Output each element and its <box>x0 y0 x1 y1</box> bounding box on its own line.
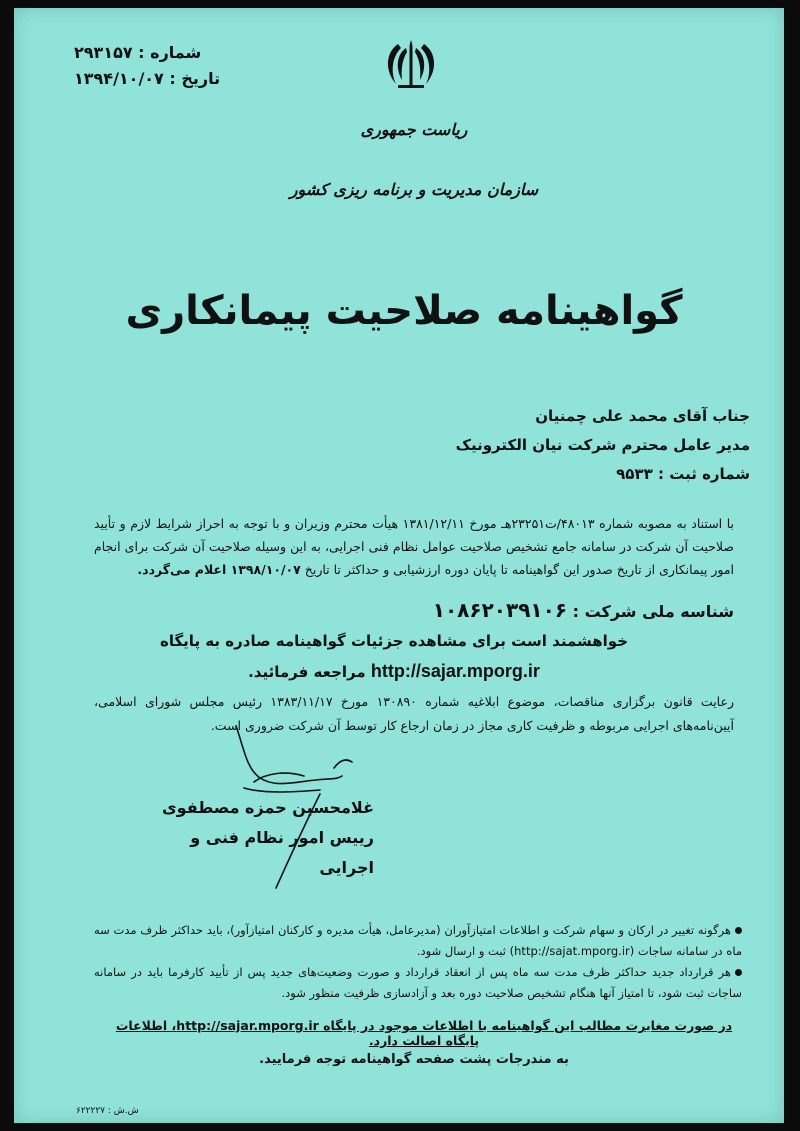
notes-block <box>94 920 742 1004</box>
body-paragraph-2: رعایت قانون برگزاری مناقصات، موضوع ابلاغیه شماره ۱۳۰۸۹۰ مورخ ۱۳۸۳/۱۱/۱۷ رئیس مجلس شورای اسلامی، آیین‌نامه‌های اجرایی مربوطه و ظرفیت کاری مجاز در زمان ارجاع کار توسط آن شرکت ضروری است. <box>94 694 734 733</box>
national-id-label: شناسه ملی شرکت : <box>572 602 734 621</box>
note-2-text: هر قرارداد جدید حداکثر ظرف مدت سه ماه پس از انعقاد قرارداد و صورت وضعیت‌های جدید پس از تأیید کارفرما باید در سامانه ساجات ثبت شود، تا امتیاز آنها هنگام تشخیص صلاحیت دوره بعد و آزادسازی ظرفیت منظور شود. <box>94 965 742 1000</box>
certificate-date: تاریخ : ۱۳۹۴/۱۰/۰۷ <box>74 69 221 88</box>
addressee-name: جناب آقای محمد علی چمنیان <box>535 407 750 425</box>
verification-request-tail: مراجعه فرمائید. <box>248 663 366 681</box>
national-id-line <box>144 598 734 622</box>
signatory-name: غلامحسین حمزه مصطفوی <box>162 798 374 817</box>
authenticity-warning: در صورت مغایرت مطالب این گواهینامه با اطلاعات موجود در پایگاه http://sajar.mporg.ir، اطلاعات پایگاه اصالت دارد. <box>115 1018 733 1048</box>
sajar-link[interactable]: http://sajar.mporg.ir <box>370 661 540 681</box>
certificate-sheet <box>14 8 784 1123</box>
verification-request-text: خواهشمند است برای مشاهده جزئیات گواهینامه صادره به پایگاه <box>159 632 629 650</box>
form-number: ش.ش : ۶۲۲۲۲۷ <box>76 1106 139 1116</box>
note-1-text: هرگونه تغییر در ارکان و سهام شرکت و اطلاعات امتیازآوران (مدیرعامل، هیأت مدیره و کارکنان امتیازآور)، باید حداکثر ظرف مدت سه ماه در سامانه ساجات (http://sajat.mporg.ir) ثبت و ارسال شود. <box>94 923 742 958</box>
national-id-value: ۱۰۸۶۲۰۳۹۱۰۶ <box>432 598 568 622</box>
addressee-block <box>150 402 750 489</box>
signatory-block <box>134 793 374 883</box>
body-paragraph-1 <box>94 512 734 581</box>
bullet-icon <box>735 927 742 934</box>
iran-emblem-icon <box>380 36 442 92</box>
org-presidency: ریاست جمهوری <box>360 120 468 139</box>
serial-block <box>74 40 220 92</box>
addressee-role: مدیر عامل محترم شرکت نیان الکترونیک <box>455 436 750 454</box>
page-title: گواهینامه صلاحیت پیمانکاری <box>125 288 683 334</box>
signatory-title: رییس امور نظام فنی و اجرایی <box>190 828 374 877</box>
org-planning-organization: سازمان مدیریت و برنامه ریزی کشور <box>289 180 539 199</box>
note-item <box>94 962 742 1004</box>
back-page-notice: به مندرجات پشت صفحه گواهینامه توجه فرمایید. <box>259 1052 569 1067</box>
registration-number: شماره ثبت : ۹۵۳۳ <box>616 465 750 483</box>
certificate-number: شماره : ۲۹۳۱۵۷ <box>74 43 202 62</box>
body-paragraph-1-text: با استناد به مصوبه شماره ۴۸۰۱۳/ت۲۳۲۵۱هـ مورخ ۱۳۸۱/۱۲/۱۱ هیأت محترم وزیران و با توجه به احراز شرایط لازم و تأیید صلاحیت آن شرکت در سامانه جامع تشخیص صلاحیت عوامل نظام فنی اجرایی، به این وسیله صلاحیت آن شرکت برای انجام امور پیمانکاری از تاریخ صدور این گواهینامه تا پایان دوره ارزشیابی و حداکثر تا تاریخ <box>94 516 734 577</box>
verification-request <box>114 626 674 687</box>
validity-date: ۱۳۹۸/۱۰/۰۷ اعلام می‌گردد. <box>137 562 301 577</box>
bullet-icon <box>735 969 742 976</box>
note-item <box>94 920 742 962</box>
